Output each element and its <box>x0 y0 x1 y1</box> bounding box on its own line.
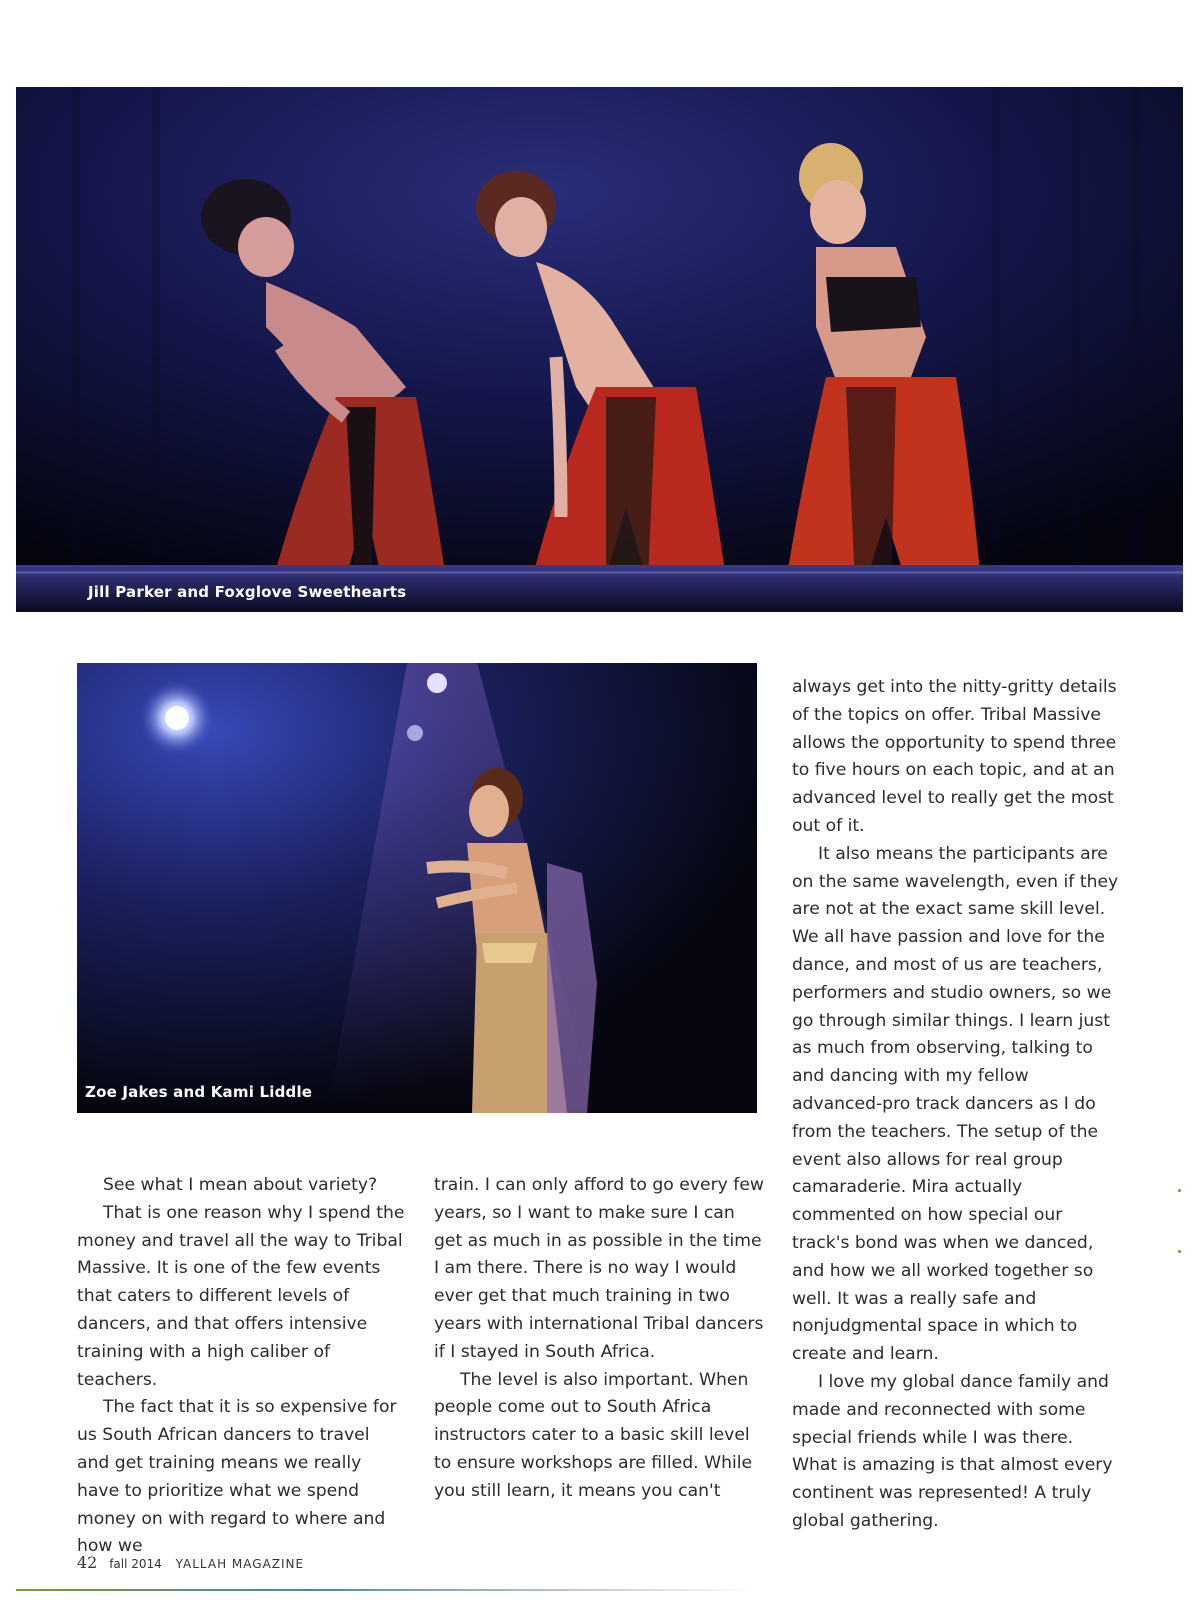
paragraph: That is one reason why I spend the money and travel all the way to Tribal Massive. It is one of the few events that caters to different levels of dancers, and that offers intensive training with a high caliber of teachers. <box>77 1202 405 1390</box>
article-column-3 <box>792 674 1122 1536</box>
top-photo <box>16 87 1183 612</box>
paragraph: The level is also important. When people come out to South Africa instructors cater to a basic skill level to ensure workshops are filled. While you still learn, it means you can't <box>434 1369 753 1501</box>
footer-rule <box>16 1589 756 1591</box>
article-column-1 <box>77 1172 407 1561</box>
print-speck <box>1178 1189 1181 1192</box>
paragraph: It also means the participants are on the same wavelength, even if they are not at the exact same skill level. We all have passion and love for the dance, and most of us are teachers, performers and studio owners, so we go through similar things. I learn just as much from observing, talking to and dancing with my fellow advanced-pro track dancers as I do from the teachers. The setup of the event also allows for real group camaraderie. Mira actually commented on how special our track's bond was when we danced, and how we all worked together so well. It was a really safe and nonjudgmental space in which to create and learn. <box>792 843 1119 1365</box>
article-column-2 <box>434 1172 764 1506</box>
paragraph: train. I can only afford to go every few years, so I want to make sure I can get as much in as possible in the time I am there. There is no way I would ever get that much training in two years with international Tribal dancers if I stayed in South Africa. <box>434 1175 764 1362</box>
paragraph: always get into the nitty-gritty details of the topics on offer. Tribal Massive allows the opportunity to spend three to five hours on each topic, and at an advanced level to really get the most out of it. <box>792 677 1117 836</box>
magazine-name: YALLAH MAGAZINE <box>175 1557 305 1571</box>
paragraph: See what I mean about variety? <box>103 1175 378 1195</box>
issue-label: fall 2014 <box>109 1557 162 1571</box>
print-speck <box>1178 1250 1181 1253</box>
spotlight-dancers-image <box>77 663 757 1113</box>
middle-photo <box>77 663 757 1113</box>
paragraph: I love my global dance family and made and reconnected with some special friends while I was there. What is amazing is that almost every continent was represented! A truly global gathering. <box>792 1371 1113 1531</box>
dancers-stage-image <box>16 87 1183 612</box>
middle-photo-caption: Zoe Jakes and Kami Liddle <box>85 1083 313 1101</box>
page-footer <box>77 1553 304 1572</box>
page-number: 42 <box>77 1553 98 1572</box>
top-photo-caption: Jill Parker and Foxglove Sweethearts <box>88 583 407 601</box>
paragraph: The fact that it is so expensive for us South African dancers to travel and get training means we really have to prioritize what we spend money on with regard to where and how we <box>77 1397 397 1557</box>
